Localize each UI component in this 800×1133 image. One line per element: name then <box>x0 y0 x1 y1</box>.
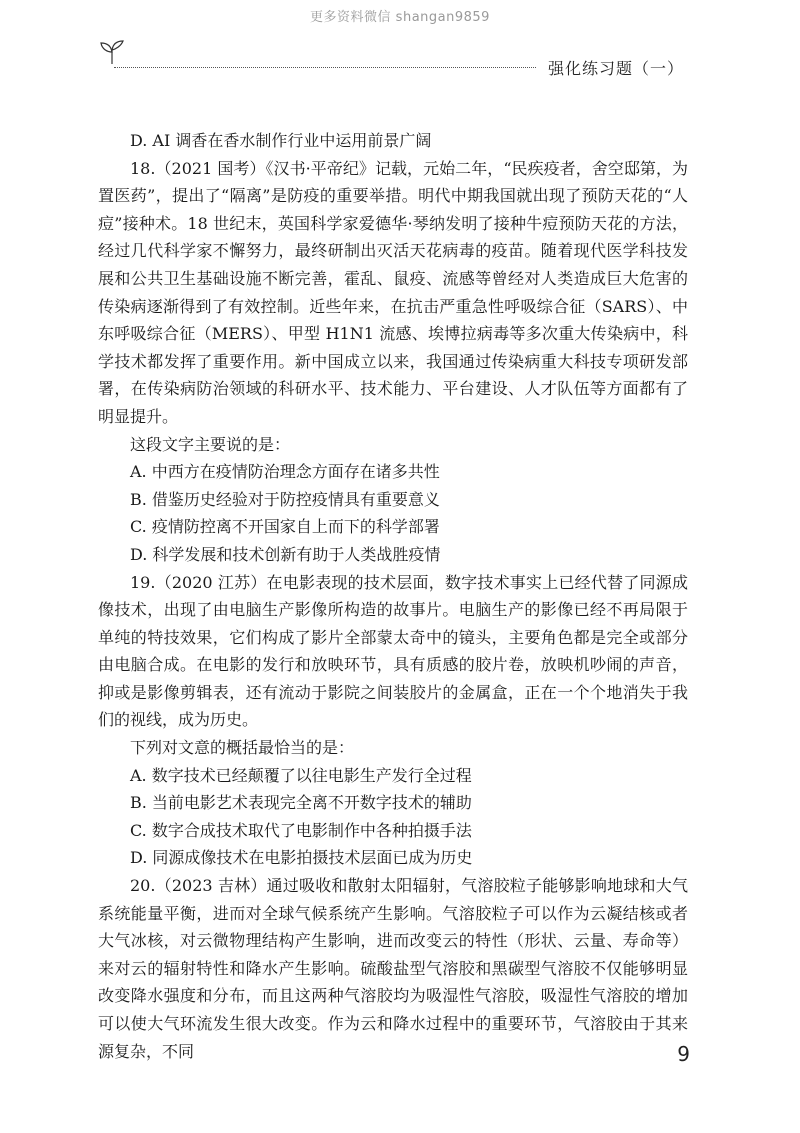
question-20-passage: 20.（2023 吉林）通过吸收和散射太阳辐射，气溶胶粒子能够影响地球和大气系统能量平衡，进而对全球气候系统产生影响。气溶胶粒子可以作为云凝结核或者大气冰核，对云微物理结构产生影响，进而改变云的特性（形状、云量、寿命等）来对云的辐射特性和降水产生影响。硫酸盐型气溶胶和黑碳型气溶胶不仅能够明显改变降水强度和分布，而且这两种气溶胶均为吸湿性气溶胶，吸湿性气溶胶的增加可以使大气环流发生很大改变。作为云和降水过程中的重要环节，气溶胶由于其来源复杂，不同 <box>98 876 688 1061</box>
question-19-option-b: B. 当前电影艺术表现完全离不开数字技术的辅助 <box>130 793 472 813</box>
header-divider <box>114 67 536 68</box>
question-19-passage: 19.（2020 江苏）在电影表现的技术层面，数字技术事实上已经代替了同源成像技术，出现了由电脑生产影像所构造的故事片。电脑生产的影像已经不再局限于单纯的特技效果，它们构成了影片全部蒙太奇中的镜头，主要角色都是完全或部分由电脑合成。在电影的发行和放映环节，具有质感的胶片卷，放映机吵闹的声音，抑或是影像剪辑表，还有流动于影院之间装胶片的金属盒，正在一个个地消失于我们的视线，成为历史。 <box>98 572 688 730</box>
question-18-option-b: B. 借鉴历史经验对于防控疫情具有重要意义 <box>130 489 440 509</box>
question-18-option-d: D. 科学发展和技术创新有助于人类战胜疫情 <box>130 544 441 564</box>
sprout-icon <box>98 40 126 66</box>
question-19-option-d: D. 同源成像技术在电影拍摄技术层面已成为历史 <box>130 848 473 868</box>
section-title: 强化练习题（一） <box>547 59 684 78</box>
answer-option: D. AI 调香在香水制作行业中运用前景广阔 <box>130 131 432 150</box>
question-18-option-c: C. 疫情防控离不开国家自上而下的科学部署 <box>130 517 440 537</box>
page-content <box>98 127 688 1065</box>
question-18-prompt: 这段文字主要说的是： <box>130 434 291 454</box>
question-18-option-a: A. 中西方在疫情防治理念方面存在诸多共性 <box>130 462 440 482</box>
question-19-option-c: C. 数字合成技术取代了电影制作中各种拍摄手法 <box>130 820 472 840</box>
question-19-prompt: 下列对文意的概括最恰当的是： <box>130 738 355 758</box>
page-header <box>98 40 688 80</box>
question-19-option-a: A. 数字技术已经颠覆了以往电影生产发行全过程 <box>130 765 472 785</box>
question-18-passage: 18.（2021 国考）《汉书·平帝纪》记载，元始二年，“民疾疫者，舍空邸第，为置医药”，提出了“隔离”是防疫的重要举措。明代中期我国就出现了预防天花的“人痘”接种术。18 世纪末，英国科学家爱德华·琴纳发明了接种牛痘预防天花的方法，经过几代科学家不懈努力，最终研制出灭活天花病毒的疫苗。随着现代医学科技发展和公共卫生基础设施不断完善，霍乱、鼠疫、流感等曾经对人类造成巨大危害的传染病逐渐得到了有效控制。近些年来，在抗击严重急性呼吸综合征（SARS）、中东呼吸综合征（MERS）、甲型 H1N1 流感、埃博拉病毒等多次重大传染病中，科学技术都发挥了重要作用。新中国成立以来，我国通过传染病重大科技专项研发部署，在传染病防治领域的科研水平、技术能力、平台建设、人才队伍等方面都有了明显提升。 <box>98 158 688 426</box>
page-number: 9 <box>677 1042 690 1066</box>
watermark: 更多资料微信 shangan9859 <box>310 10 490 25</box>
